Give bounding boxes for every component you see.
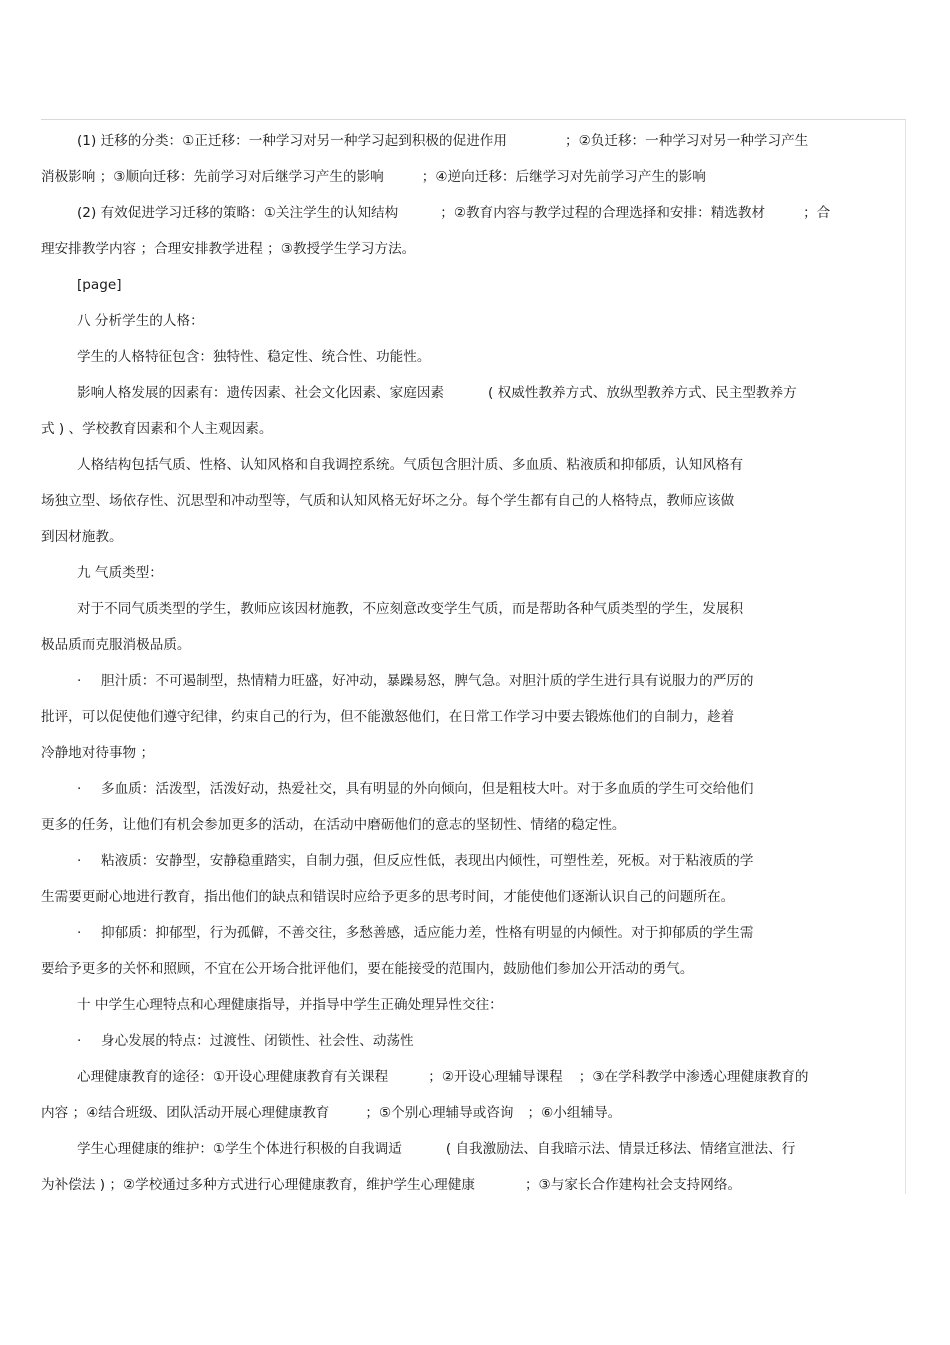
paragraph-line <box>77 384 797 402</box>
section-heading <box>77 564 163 582</box>
text-segment: (2) 有效促进学习迁移的策略：①关注学生的认知结构 <box>77 205 399 221</box>
text-segment: 身心发展的特点：过渡性、闭锁性、社会性、动荡性 <box>101 1033 414 1049</box>
bullet-icon: · <box>77 853 82 869</box>
text-segment: 冷静地对待事物 ； <box>41 745 155 761</box>
text-segment: ；③在学科教学中渗透心理健康教育的 <box>578 1069 809 1085</box>
paragraph-line <box>41 492 734 510</box>
text-segment: [page] <box>77 277 122 293</box>
text-segment: 粘液质：安静型，安静稳重踏实，自制力强，但反应性低，表现出内倾性，可塑性差，死板。对于粘液质的学 <box>101 853 754 869</box>
list-item <box>101 1032 414 1050</box>
section-heading <box>77 312 204 330</box>
paragraph-line <box>77 132 808 150</box>
text-segment: 学生的人格特征包含：独特性、稳定性、统合性、功能性。 <box>77 349 431 365</box>
text-segment: 九 气质类型： <box>77 565 163 581</box>
bullet-icon: · <box>77 673 82 689</box>
text-segment: 极品质而克服消极品质。 <box>41 637 191 653</box>
text-segment: 学生心理健康的维护：①学生个体进行积极的自我调适 <box>77 1141 402 1157</box>
paragraph-line <box>41 1176 741 1194</box>
page-marker <box>77 276 122 294</box>
paragraph-line <box>41 636 191 654</box>
text-segment: ( 权威性教养方式、放纵型教养方式、民主型教养方 <box>488 385 797 401</box>
paragraph-line <box>41 528 123 546</box>
paragraph-line <box>77 456 743 474</box>
text-segment: ；②教育内容与教学过程的合理选择和安排：精选教材 <box>440 205 766 221</box>
text-segment: ；④逆向迁移：后继学习对先前学习产生的影响 <box>421 169 706 185</box>
text-segment: 式 ) 、学校教育因素和个人主观因素。 <box>41 421 273 437</box>
bullet-icon: · <box>77 1033 82 1049</box>
text-segment: ；③与家长合作建构社会支持网络。 <box>524 1177 742 1193</box>
paragraph-line <box>77 204 830 222</box>
paragraph-line <box>41 960 694 978</box>
paragraph-line <box>77 600 743 618</box>
text-segment: 抑郁质：抑郁型，行为孤僻，不善交往，多愁善感，适应能力差，性格有明显的内倾性。对于抑郁质的学生需 <box>101 925 754 941</box>
paragraph-line <box>77 1140 795 1158</box>
paragraph-line <box>77 348 430 366</box>
text-segment: ；⑥小组辅导。 <box>527 1105 622 1121</box>
text-segment: 多血质：活泼型，活泼好动，热爱社交，具有明显的外向倾向，但是粗枝大叶。对于多血质的学生可交给他们 <box>101 781 754 797</box>
paragraph-line <box>41 708 734 726</box>
paragraph-line <box>41 1104 621 1122</box>
text-segment: ；②负迁移：一种学习对另一种学习产生 <box>564 133 809 149</box>
text-segment: 胆汁质：不可遏制型，热情精力旺盛，好冲动，暴躁易怒，脾气急。对胆汁质的学生进行具有说服力的严厉的 <box>101 673 754 689</box>
paragraph-line <box>41 420 272 438</box>
text-segment: 理安排教学内容 ；合理安排教学进程 ；③教授学生学习方法。 <box>41 241 416 257</box>
text-segment: 更多的任务，让他们有机会参加更多的活动，在活动中磨砺他们的意志的坚韧性、情绪的稳定性。 <box>41 817 626 833</box>
paragraph-line <box>41 744 154 762</box>
text-segment: ；⑤个别心理辅导或咨询 <box>365 1105 514 1121</box>
text-segment: ( 自我激励法、自我暗示法、情景迁移法、情绪宣泄法、行 <box>445 1141 796 1157</box>
text-segment: ；②开设心理辅导课程 <box>428 1069 563 1085</box>
section-heading <box>77 996 503 1014</box>
bullet-icon: · <box>77 781 82 797</box>
text-segment: 批评，可以促使他们遵守纪律，约束自己的行为，但不能激怒他们，在日常工作学习中要去锻炼他们的自制力，趁着 <box>41 709 735 725</box>
text-segment: 场独立型、场依存性、沉思型和冲动型等，气质和认知风格无好坏之分。每个学生都有自己的人格特点，教师应该做 <box>41 493 735 509</box>
list-item <box>101 780 754 798</box>
text-segment: 心理健康教育的途径：①开设心理健康教育有关课程 <box>77 1069 389 1085</box>
text-segment: 人格结构包括气质、性格、认知风格和自我调控系统。气质包含胆汁质、多血质、粘液质和抑郁质，认知风格有 <box>77 457 744 473</box>
text-segment: 到因材施教。 <box>41 529 123 545</box>
text-segment: 八 分析学生的人格： <box>77 313 204 329</box>
paragraph-line <box>41 888 734 906</box>
list-item <box>101 672 754 690</box>
text-segment: ；合 <box>803 205 831 221</box>
text-segment: (1) 迁移的分类：①正迁移：一种学习对另一种学习起到积极的促进作用 <box>77 133 507 149</box>
paragraph-line <box>41 240 415 258</box>
text-segment: 影响人格发展的因素有：遗传因素、社会文化因素、家庭因素 <box>77 385 445 401</box>
bullet-icon: · <box>77 925 82 941</box>
text-segment: 生需要更耐心地进行教育，指出他们的缺点和错误时应给予更多的思考时间，才能使他们逐渐认识自己的问题所在。 <box>41 889 735 905</box>
text-segment: 对于不同气质类型的学生，教师应该因材施教，不应刻意改变学生气质，而是帮助各种气质类型的学生，发展积 <box>77 601 744 617</box>
text-segment: 为补偿法 ) ；②学校通过多种方式进行心理健康教育，维护学生心理健康 <box>41 1177 475 1193</box>
paragraph-line <box>41 816 626 834</box>
paragraph-line <box>41 168 706 186</box>
page-frame-top-border <box>41 119 905 120</box>
page-frame-right-border <box>905 119 906 1194</box>
text-segment: 十 中学生心理特点和心理健康指导，并指导中学生正确处理异性交往： <box>77 997 503 1013</box>
paragraph-line <box>77 1068 808 1086</box>
text-segment: 消极影响 ；③顺向迁移：先前学习对后继学习产生的影响 <box>41 169 384 185</box>
list-item <box>101 852 754 870</box>
list-item <box>101 924 754 942</box>
text-segment: 要给予更多的关怀和照顾，不宜在公开场合批评他们，要在能接受的范围内，鼓励他们参加公开活动的勇气。 <box>41 961 694 977</box>
text-segment: 内容 ；④结合班级、团队活动开展心理健康教育 <box>41 1105 330 1121</box>
